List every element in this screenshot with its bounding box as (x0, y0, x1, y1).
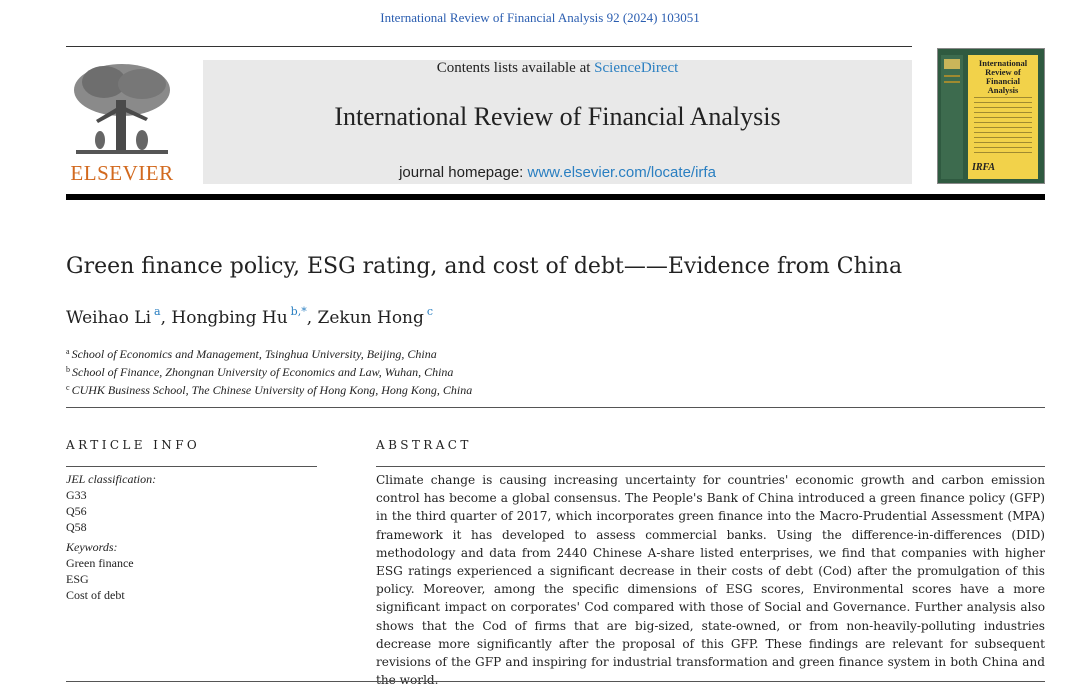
affiliation-list (66, 344, 472, 398)
cover-title: International Review of Financial Analysis (978, 58, 1028, 95)
section-rule (66, 407, 1045, 408)
sciencedirect-link[interactable]: ScienceDirect (594, 60, 679, 76)
journal-homepage (203, 164, 912, 181)
affiliation-item: $^b$ School of Finance, Zhongnan University of Economics and Law, Wuhan, China (66, 365, 454, 379)
cover-abbrev: IRFA (972, 162, 995, 173)
journal-citation: International Review of Financial Analysis 92 (2024) 103051 (380, 10, 700, 25)
contents-line (203, 60, 912, 77)
affiliation-item: $^c$ CUHK Business School, The Chinese University of Hong Kong, Hong Kong, China (66, 383, 473, 397)
author-name[interactable]: Hongbing Hu (171, 308, 288, 328)
journal-name: International Review of Financial Analysis (334, 102, 781, 131)
abstract-text: Climate change is causing increasing uncertainty for countries' economic growth and carbon emission control has become a global consensus. The People's Bank of China introduced a green finance policy (GFP) in the third quarter of 2017, which incorporates green finance into the Macro-Prudential Assessment (MPA) framework it has developed to assess commercial banks. Using the difference-in-differences (DID) methodology and data from 2440 Chinese A-share listed enterprises, we find that companies with higher ESG ratings experienced a significant decrease in their costs of debt (Cod) after the promulgation of this policy. Moreover, among the specific dimensions of ESG scores, Environmental scores have a more significant impact on corporates' Cod compared with those of Social and Governance. Further analysis also shows that the Cod of firms that are big-sized, state-owned, or from non-heavily-polluting industries decrease more significantly after the proposal of this GFP. These findings are relevant for subsequent revisions of the GFP and inspiring for industrial transformation and green finance system in both China and (376, 473, 1045, 670)
keywords-label: Keywords: (66, 540, 118, 554)
abstract-rule (376, 466, 1045, 467)
keyword: Green finance (66, 556, 134, 570)
cover-panel (968, 55, 1038, 179)
article-info-heading: ARTICLE INFO (66, 438, 201, 452)
article-info-panel (66, 471, 156, 603)
article-info-rule (66, 466, 317, 467)
contents-prefix: Contents lists available at (436, 60, 595, 76)
author-affil-ref[interactable]: c (426, 305, 434, 318)
elsevier-logo (66, 60, 178, 186)
journal-masthead (203, 60, 912, 184)
tree-of-knowledge-icon (66, 60, 178, 160)
jel-code: Q56 (66, 504, 87, 518)
header-thick-rule (66, 194, 1045, 200)
cover-text-lines (974, 97, 1032, 157)
journal-cover[interactable] (937, 48, 1045, 184)
jel-code: Q58 (66, 520, 87, 534)
author-list: Weihao Li $^a$, Hongbing Hu $^{b,*}$, Zekun Hong $^c$ (66, 305, 434, 328)
homepage-prefix: journal homepage: (399, 164, 528, 181)
jel-label: JEL classification: (66, 472, 157, 486)
author-name[interactable]: Zekun Hong (317, 308, 424, 328)
author-affil-ref[interactable]: a (154, 305, 161, 318)
elsevier-wordmark: ELSEVIER (70, 161, 174, 185)
jel-code: G33 (66, 488, 87, 502)
bottom-rule (66, 681, 1045, 682)
top-rule (66, 46, 912, 47)
article-title: Green finance policy, ESG rating, and cost of debt——Evidence from China (66, 254, 903, 279)
keyword: ESG (66, 572, 89, 586)
cover-ornament-icon (941, 55, 963, 179)
author-name[interactable]: Weihao Li (66, 308, 152, 328)
abstract-heading: ABSTRACT (376, 438, 472, 452)
author-affil-ref[interactable]: b,* (290, 305, 307, 318)
affiliation-item: $^a$ School of Economics and Management, Tsinghua University, Beijing, China (66, 347, 437, 361)
homepage-link[interactable]: www.elsevier.com/locate/irfa (527, 164, 716, 181)
keyword: Cost of debt (66, 588, 125, 602)
